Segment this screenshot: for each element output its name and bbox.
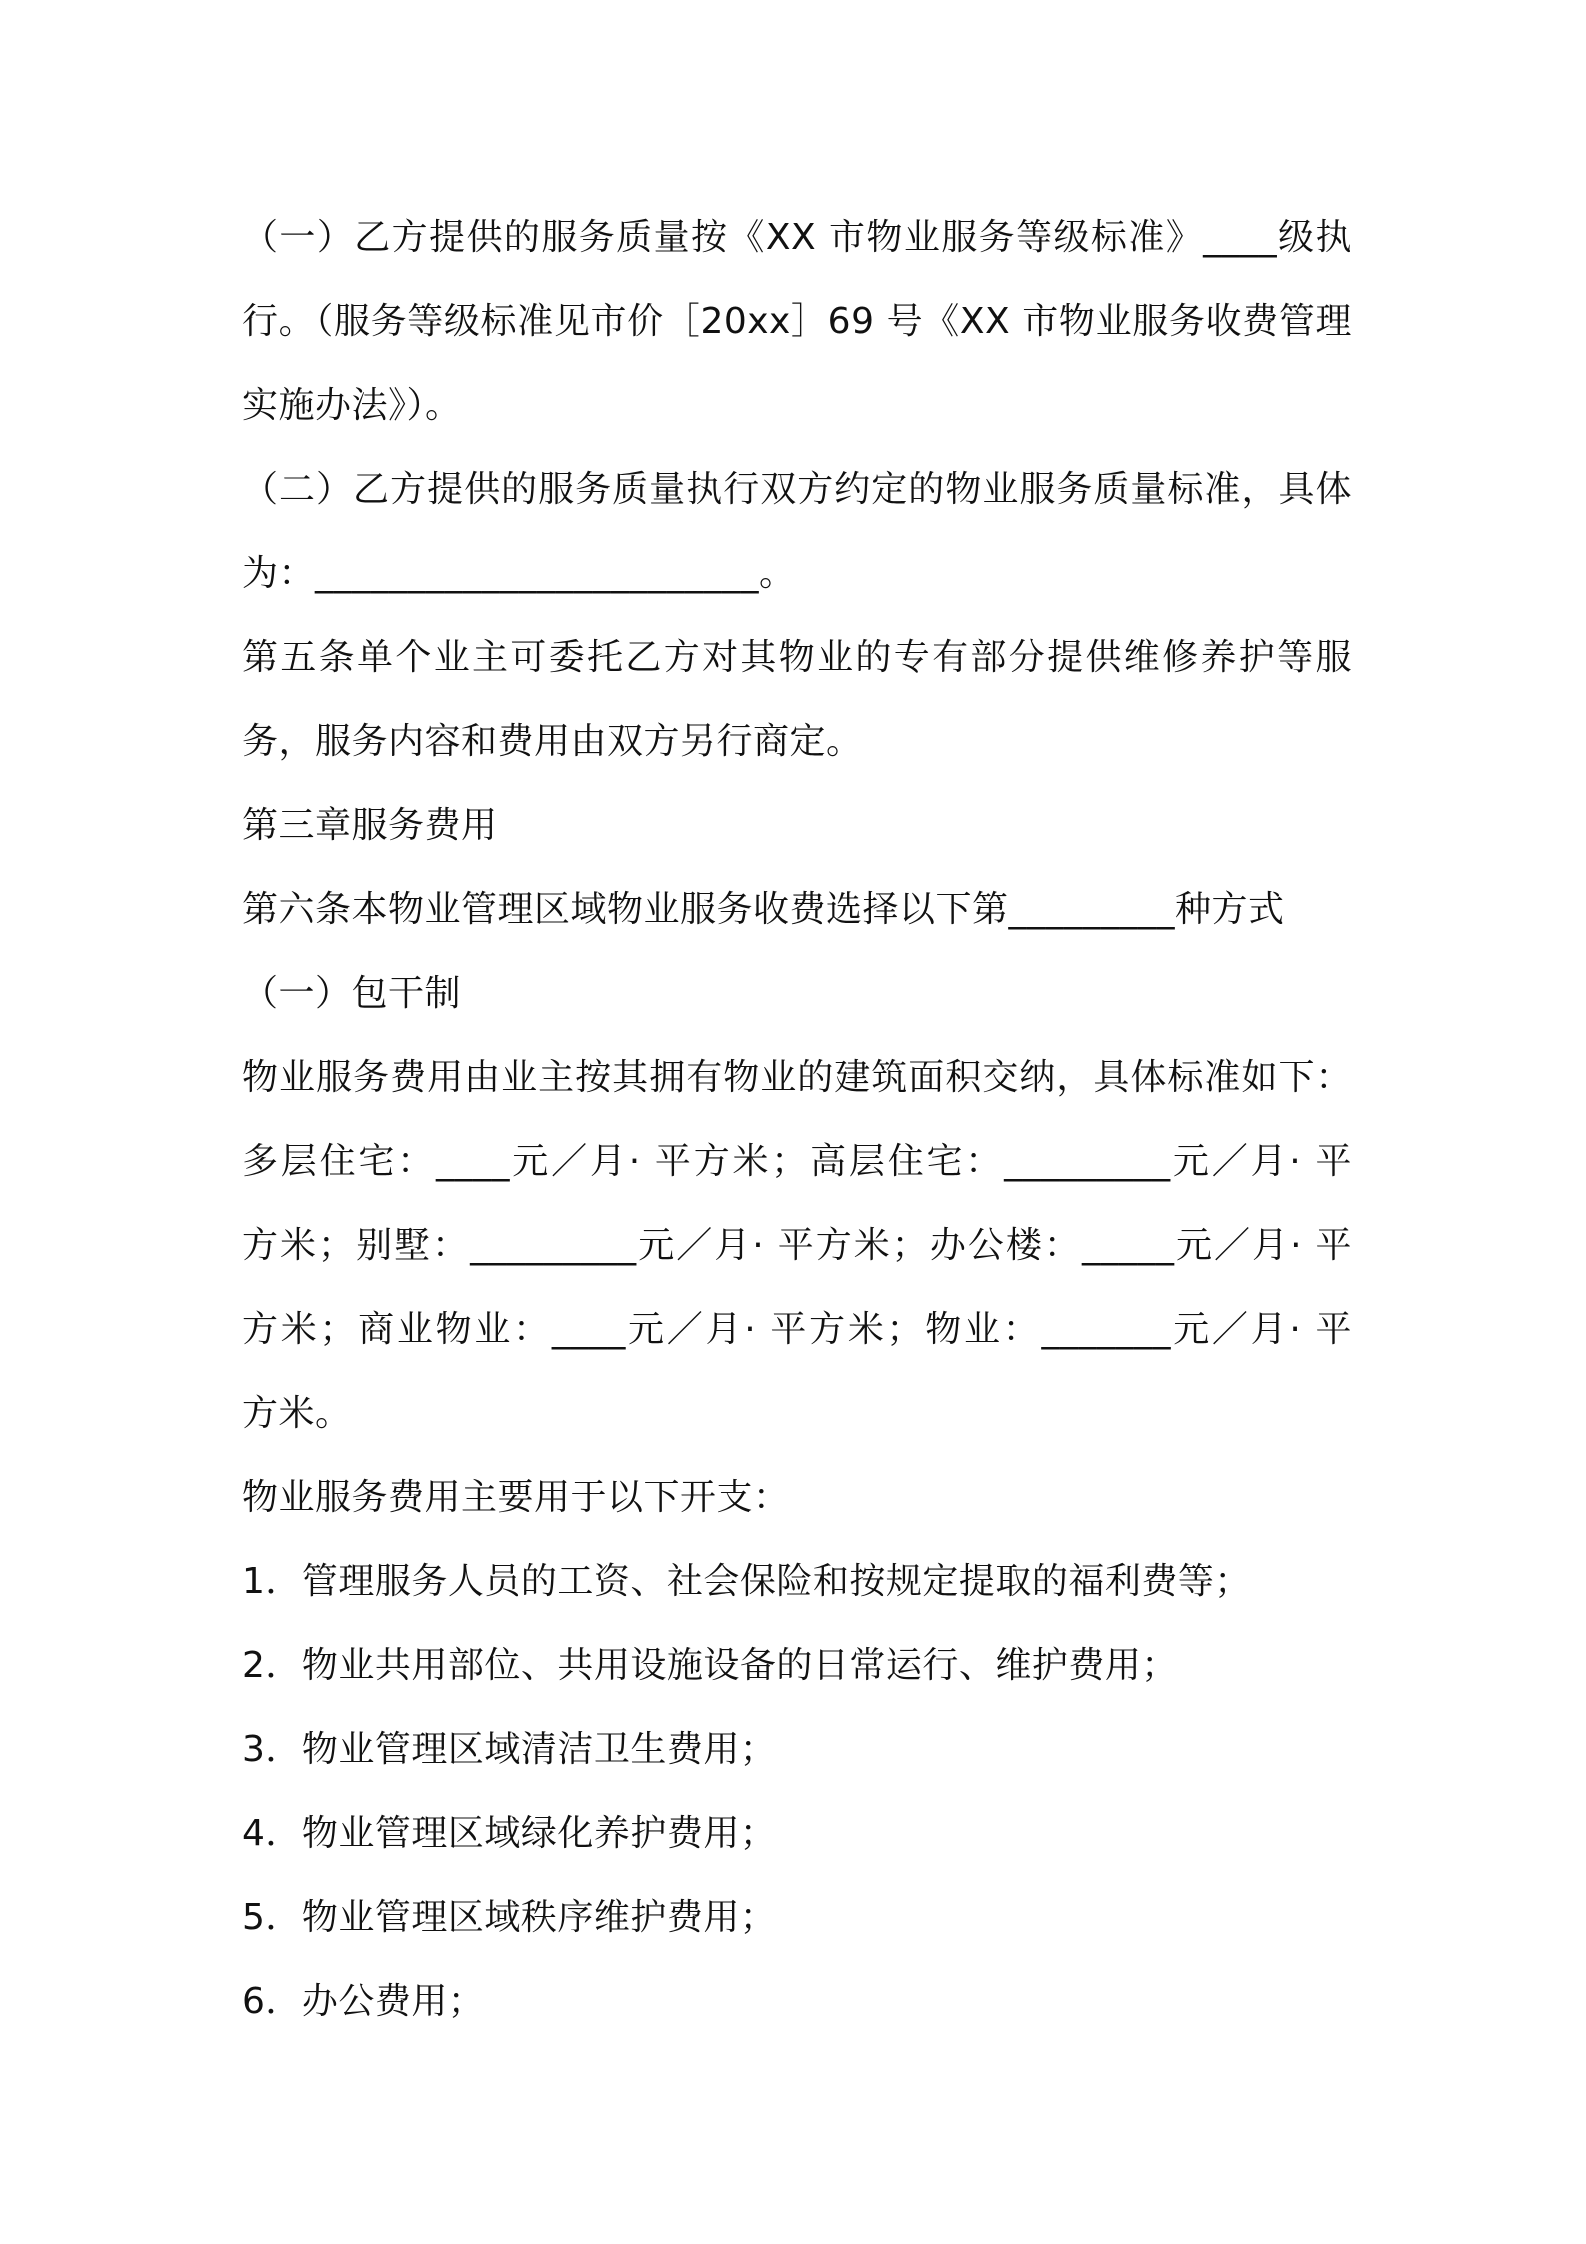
expense-list-item: 6．办公费用； <box>242 1981 485 2022</box>
document-body <box>242 196 1352 2044</box>
clause-text-line: 第六条本物业管理区域物业服务收费选择以下第_________种方式 <box>242 889 1285 930</box>
clause-text-line: 行。（服务等级标准见市价［20xx］69 号《XX 市物业服务收费管理 <box>242 301 1352 342</box>
fee-standard-line: 方米；别墅：_________元／月· 平方米；办公楼：_____元／月· 平 <box>242 1225 1352 1266</box>
fee-standard-line: 方米；商业物业：____元／月· 平方米；物业：_______元／月· 平 <box>242 1309 1352 1350</box>
expense-list-item: 5．物业管理区域秩序维护费用； <box>242 1897 777 1938</box>
chapter-heading: 第三章服务费用 <box>242 805 498 846</box>
clause-text-line: 第五条单个业主可委托乙方对其物业的专有部分提供维修养护等服 <box>242 637 1352 678</box>
expense-list-item: 1．管理服务人员的工资、社会保险和按规定提取的福利费等； <box>242 1561 1251 1602</box>
clause-text-line: 务，服务内容和费用由双方另行商定。 <box>242 721 863 762</box>
clause-text-line: （一）乙方提供的服务质量按《XX 市物业服务等级标准》____级执 <box>242 217 1352 258</box>
clause-text-line: （二）乙方提供的服务质量执行双方约定的物业服务质量标准，具体 <box>242 469 1352 510</box>
clause-text-line: 物业服务费用由业主按其拥有物业的建筑面积交纳，具体标准如下： <box>242 1057 1352 1098</box>
clause-text-line: 实施办法》）。 <box>242 385 462 426</box>
subsection-heading: （一）包干制 <box>242 973 462 1014</box>
fee-standard-line: 多层住宅：____元／月· 平方米；高层住宅：_________元／月· 平 <box>242 1141 1352 1182</box>
clause-text-line: 物业服务费用主要用于以下开支： <box>242 1477 790 1518</box>
clause-text-line: 为：________________________。 <box>242 553 796 594</box>
expense-list-item: 4．物业管理区域绿化养护费用； <box>242 1813 777 1854</box>
expense-list-item: 3．物业管理区域清洁卫生费用； <box>242 1729 777 1770</box>
expense-list-item: 2．物业共用部位、共用设施设备的日常运行、维护费用； <box>242 1645 1178 1686</box>
fee-standard-line: 方米。 <box>242 1393 352 1434</box>
